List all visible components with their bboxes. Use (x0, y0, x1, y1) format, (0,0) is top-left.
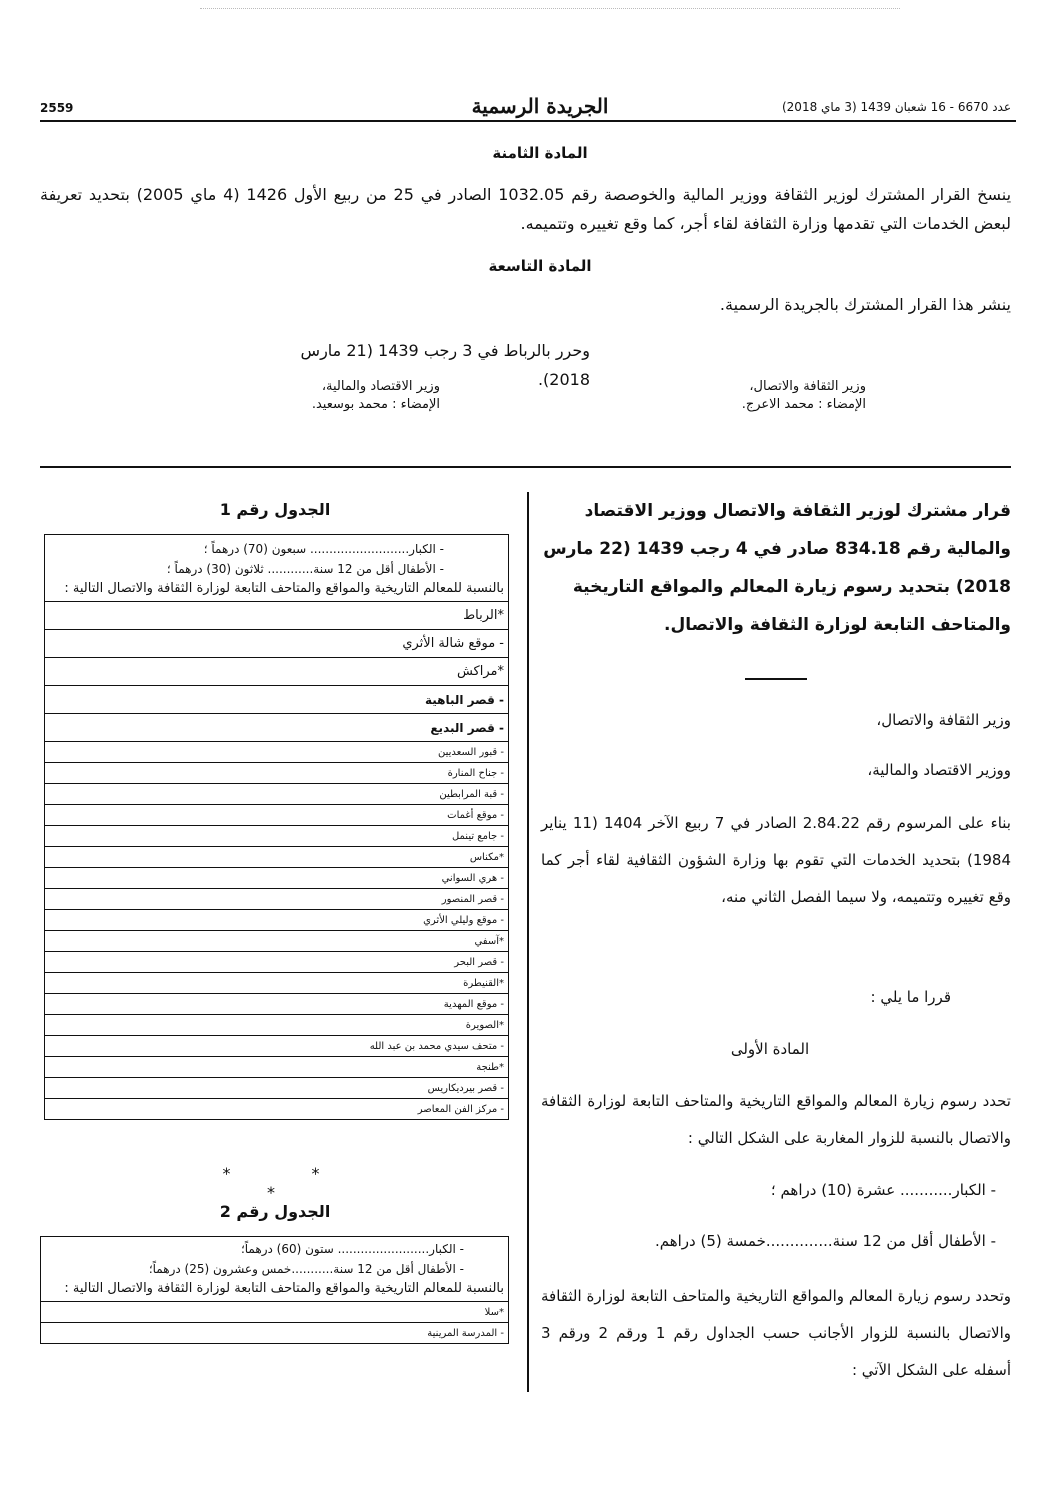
table-row (45, 805, 509, 826)
table2-note: بالنسبة للمعالم التاريخية والمواقع والمتاحف التابعة لوزارة الثقافة والاتصال التالية : (64, 1281, 504, 1296)
scan-artifact-line (200, 8, 900, 17)
table1-header-cell (45, 535, 509, 602)
dated-line: وحرر بالرباط في 3 رجب 1439 (21 مارس 2018). (300, 341, 590, 389)
table-cell: - قصر الباهية (45, 686, 509, 714)
signature-name: الإمضاء : محمد الاعرج. (741, 397, 866, 412)
table1 (44, 534, 509, 1120)
table2 (40, 1236, 509, 1344)
table-cell: - موقع أغمات (45, 805, 509, 826)
table-row (41, 1323, 509, 1344)
table2-header-row (41, 1237, 509, 1302)
table-cell: *القنيطرة (45, 973, 509, 994)
table1-fee-adults: - الكبار.......................... سبعون (70) درهماً ؛ (203, 542, 444, 556)
table-row (45, 1099, 509, 1120)
minister-finance: ووزير الاقتصاد والمالية، (867, 761, 1011, 779)
issue-info: عدد 6670 - 16 شعبان 1439 (3 ماي 2018) (781, 100, 1011, 114)
table-row (45, 784, 509, 805)
table-row (45, 931, 509, 952)
article8-text: ينسخ القرار المشترك لوزير الثقافة ووزير المالية والخوصصة رقم 1032.05 الصادر في 25 من ربيع الأول 1426 (4 ماي 2005) بتحديد تعريفة لبعض الخدمات التي تقدمها وزارة الثقافة لقاء أجر، كما وقع تغييره وتتميمه. (40, 185, 1012, 233)
table-row (45, 889, 509, 910)
table-cell: - جناح المنارة (45, 763, 509, 784)
table-cell: - موقع شالة الأثري (45, 630, 509, 658)
decree-title: قرار مشترك لوزير الثقافة والاتصال ووزير الاقتصاد والمالية رقم 834.18 صادر في 4 رجب 1439 (22 مارس 2018) بتحديد رسوم زيارة المعالم والمواقع التاريخية والمتاحف التابعة لوزارة الثقافة والاتصال. (543, 501, 1011, 635)
table-row (45, 994, 509, 1015)
signature-name: الإمضاء : محمد بوسعيد. (311, 397, 440, 412)
table-row (45, 1057, 509, 1078)
signature-culture-minister (566, 378, 866, 414)
table-cell: *الرباط (45, 602, 509, 630)
table-row (45, 952, 509, 973)
table1-header-row (45, 535, 509, 602)
table2-grid (40, 1236, 509, 1344)
table1-note: بالنسبة للمعالم التاريخية والمواقع والمتاحف التابعة لوزارة الثقافة والاتصال التالية : (64, 581, 504, 596)
table1-grid (44, 534, 509, 1120)
table-cell: - مركز الفن المعاصر (45, 1099, 509, 1120)
table-cell: - هري السواني (45, 868, 509, 889)
table-row (45, 868, 509, 889)
article1-text: تحدد رسوم زيارة المعالم والمواقع التاريخية والمتاحف التابعة لوزارة الثقافة والاتصال بالنسبة للزوار المغاربة على الشكل التالي : (541, 1092, 1011, 1147)
fee-adults-moroccan: - الكبار........... عشرة (10) دراهم ؛ (770, 1181, 996, 1199)
table-row (45, 602, 509, 630)
table-row (45, 1078, 509, 1099)
decided-line: قررا ما يلي : (870, 988, 951, 1006)
table-cell: - جامع تينمل (45, 826, 509, 847)
table-cell: *مراكش (45, 658, 509, 686)
table-row (45, 742, 509, 763)
fee-children-moroccan: - الأطفال أقل من 12 سنة..............خمسة (5) دراهم. (654, 1232, 996, 1250)
table-cell: - قبة المرابطين (45, 784, 509, 805)
gazette-name: الجريدة الرسمية (471, 94, 609, 118)
table-row (45, 973, 509, 994)
table2-fee-adults: - الكبار........................ ستون (60) درهماً؛ (240, 1242, 464, 1256)
table-row (45, 1036, 509, 1057)
table-row (45, 910, 509, 931)
table-row (45, 847, 509, 868)
column-divider (527, 492, 529, 1392)
table2-title: الجدول رقم 2 (219, 1202, 331, 1221)
table-cell: - موقع المهدية (45, 994, 509, 1015)
article8-heading: المادة الثامنة (492, 144, 588, 162)
table-cell: *آسفي (45, 931, 509, 952)
table-cell: *طنجة (45, 1057, 509, 1078)
table-row (41, 1302, 509, 1323)
separator-stars: * * * (222, 1164, 358, 1202)
table-cell: - موقع وليلي الأثري (45, 910, 509, 931)
table-row (45, 714, 509, 742)
table-row (45, 1015, 509, 1036)
table-cell: - قصر البحر (45, 952, 509, 973)
table-row (45, 658, 509, 686)
table-cell: - قصر المنصور (45, 889, 509, 910)
article9-heading: المادة التاسعة (488, 257, 592, 275)
table-cell: - قبور السعديين (45, 742, 509, 763)
table1-title: الجدول رقم 1 (219, 500, 331, 519)
signature-title: وزير الثقافة والاتصال، (749, 379, 866, 394)
page-number: 2559 (40, 101, 74, 115)
table-cell: - متحف سيدي محمد بن عبد الله (45, 1036, 509, 1057)
article1-foreign-text: وتحدد رسوم زيارة المعالم والمواقع التاريخية والمتاحف التابعة لوزارة الثقافة والاتصال بالنسبة للزوار الأجانب حسب الجداول رقم 1 ورقم 2 ورقم 3 أسفله على الشكل الآتي : (541, 1287, 1011, 1379)
table-row (45, 826, 509, 847)
article1-heading: المادة الأولى (730, 1040, 810, 1058)
table-cell: - قصر البديع (45, 714, 509, 742)
header-rule (40, 120, 1016, 122)
table-cell: *سلا (41, 1302, 509, 1323)
table1-fee-children: - الأطفال أقل من 12 سنة............ ثلاثون (30) درهماً ؛ (166, 562, 444, 576)
title-underline (745, 678, 807, 680)
table-cell: *الصويرة (45, 1015, 509, 1036)
section-divider (40, 466, 1011, 468)
table2-fee-children: - الأطفال أقل من 12 سنة...........خمس وعشرون (25) درهماً؛ (148, 1262, 464, 1276)
table-cell: - المدرسة المرينية (41, 1323, 509, 1344)
signature-finance-minister (150, 378, 440, 414)
table-cell: *مكناس (45, 847, 509, 868)
table-row (45, 763, 509, 784)
signature-title: وزير الاقتصاد والمالية، (321, 379, 440, 394)
preamble: بناء على المرسوم رقم 2.84.22 الصادر في 7 ربيع الآخر 1404 (11 يناير 1984) بتحديد الخدمات التي تقوم بها وزارة الشؤون الثقافية لقاء أجر كما وقع تغييره وتتميمه، ولا سيما الفصل الثاني منه، (541, 814, 1011, 906)
table-row (45, 630, 509, 658)
minister-culture: وزير الثقافة والاتصال، (876, 711, 1011, 729)
table-row (45, 686, 509, 714)
table-cell: - قصر بيرديكاريس (45, 1078, 509, 1099)
table2-header-cell (41, 1237, 509, 1302)
article9-text: ينشر هذا القرار المشترك بالجريدة الرسمية. (719, 295, 1011, 314)
